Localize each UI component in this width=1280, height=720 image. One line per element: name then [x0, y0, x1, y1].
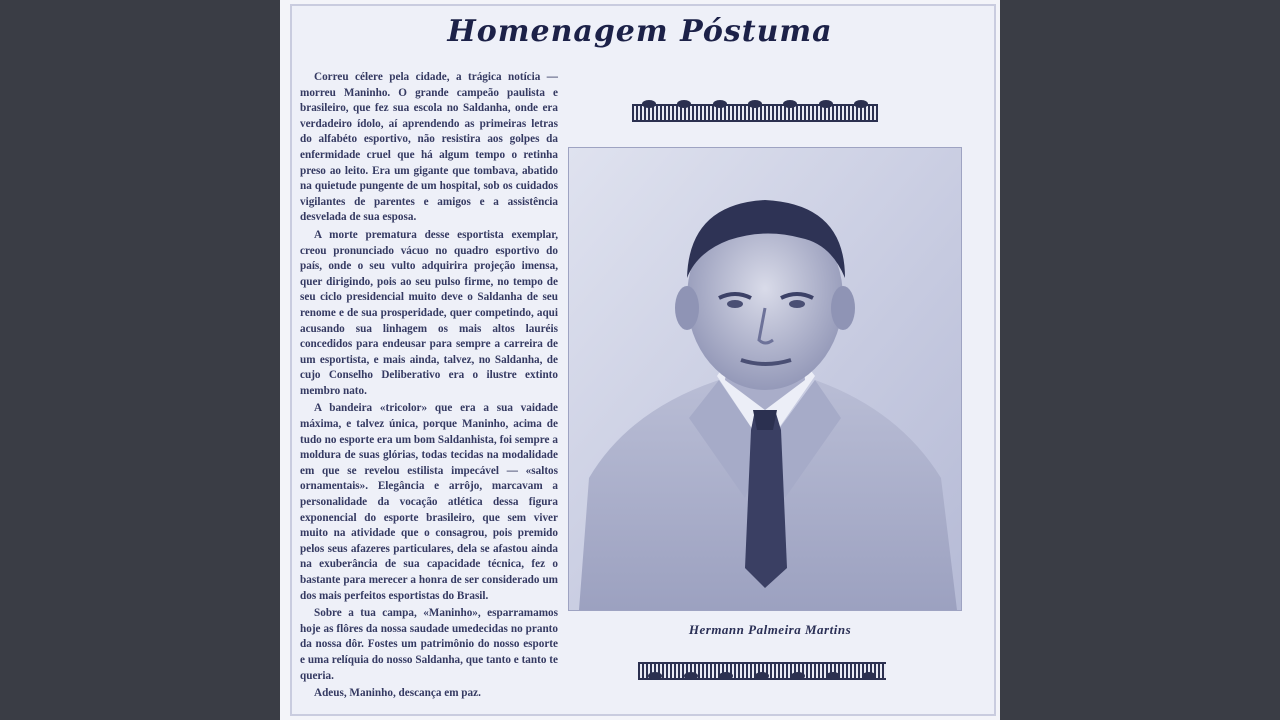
paragraph: A morte prematura desse esportista exemplar, creou pronunciado vácuo no quadro esportivo do país, onde o seu vulto adquirira projeção imensa, quer dirigindo, pois ao seu pulso firme, no tempo de seu ciclo presidencial muito deve o Saldanha de seu renome e de sua prosperidade, quer competindo, aqui acusando sua linhagem os mais altos lauréis concedidos para endeusar para sempre a carreira de um esportista, e mais ainda, talvez, no Saldanha, de cujo Conselho Deliberativo era o ilustre extinto membro nato. — [300, 228, 558, 397]
portrait-illustration — [569, 148, 961, 610]
paragraph: Adeus, Maninho, descança em paz. — [314, 687, 481, 700]
paragraph: Correu célere pela cidade, a trágica notícia — morreu Maninho. O grande campeão paulista e brasileiro, que fez sua escola no Saldanha, onde era verdadeiro ídolo, aí aprendendo as primeiras letras do alfabéto esportivo, não resistira aos golpes da enfermidade cruel que há algum tempo o retinha preso ao leito. Era um gigante que tombava, abatido na quietude pungente de um hospital, sob os cuidados vigilantes de parentes e amigos e a assistência desvelada de sua esposa. — [300, 71, 558, 224]
paragraph: A bandeira «tricolor» que era a sua vaidade máxima, e talvez única, porque Maninho, acima de tudo no esporte era um bom Saldanhista, foi sempre a moldura de suas glórias, todas tecidas na modalidade em que se revelou estilista impecável — «saltos ornamentais». Elegância e arrôjo, marcavam a personalidade da vocação atlética dessa figura exponencial do esporte brasileiro, que sem viver muito na atividade que o consagrou, pois premido pelos seus afazeres particulares, dela se afastou ainda na exuberância de sua capacidade técnica, fez o bastante para merecer a honra de ser considerado um dos mais perfeitos esportistas do Brasil. — [300, 402, 558, 602]
article-text — [300, 70, 558, 710]
headline: Homenagem Póstuma — [447, 14, 833, 49]
paragraph: Sobre a tua campa, «Maninho», esparramamos hoje as flôres da nossa saudade umedecidas no pranto da nossa dôr. Fostes um patrimônio do nosso esporte e uma relíquia do nosso Saldanha, que tanto e tanto te queria. — [300, 607, 558, 682]
ornament-top — [632, 104, 878, 122]
newspaper-clipping — [280, 0, 1000, 720]
portrait-photo — [568, 147, 962, 611]
ornament-bottom — [638, 662, 886, 680]
photo-caption: Hermann Palmeira Martins — [688, 622, 852, 637]
